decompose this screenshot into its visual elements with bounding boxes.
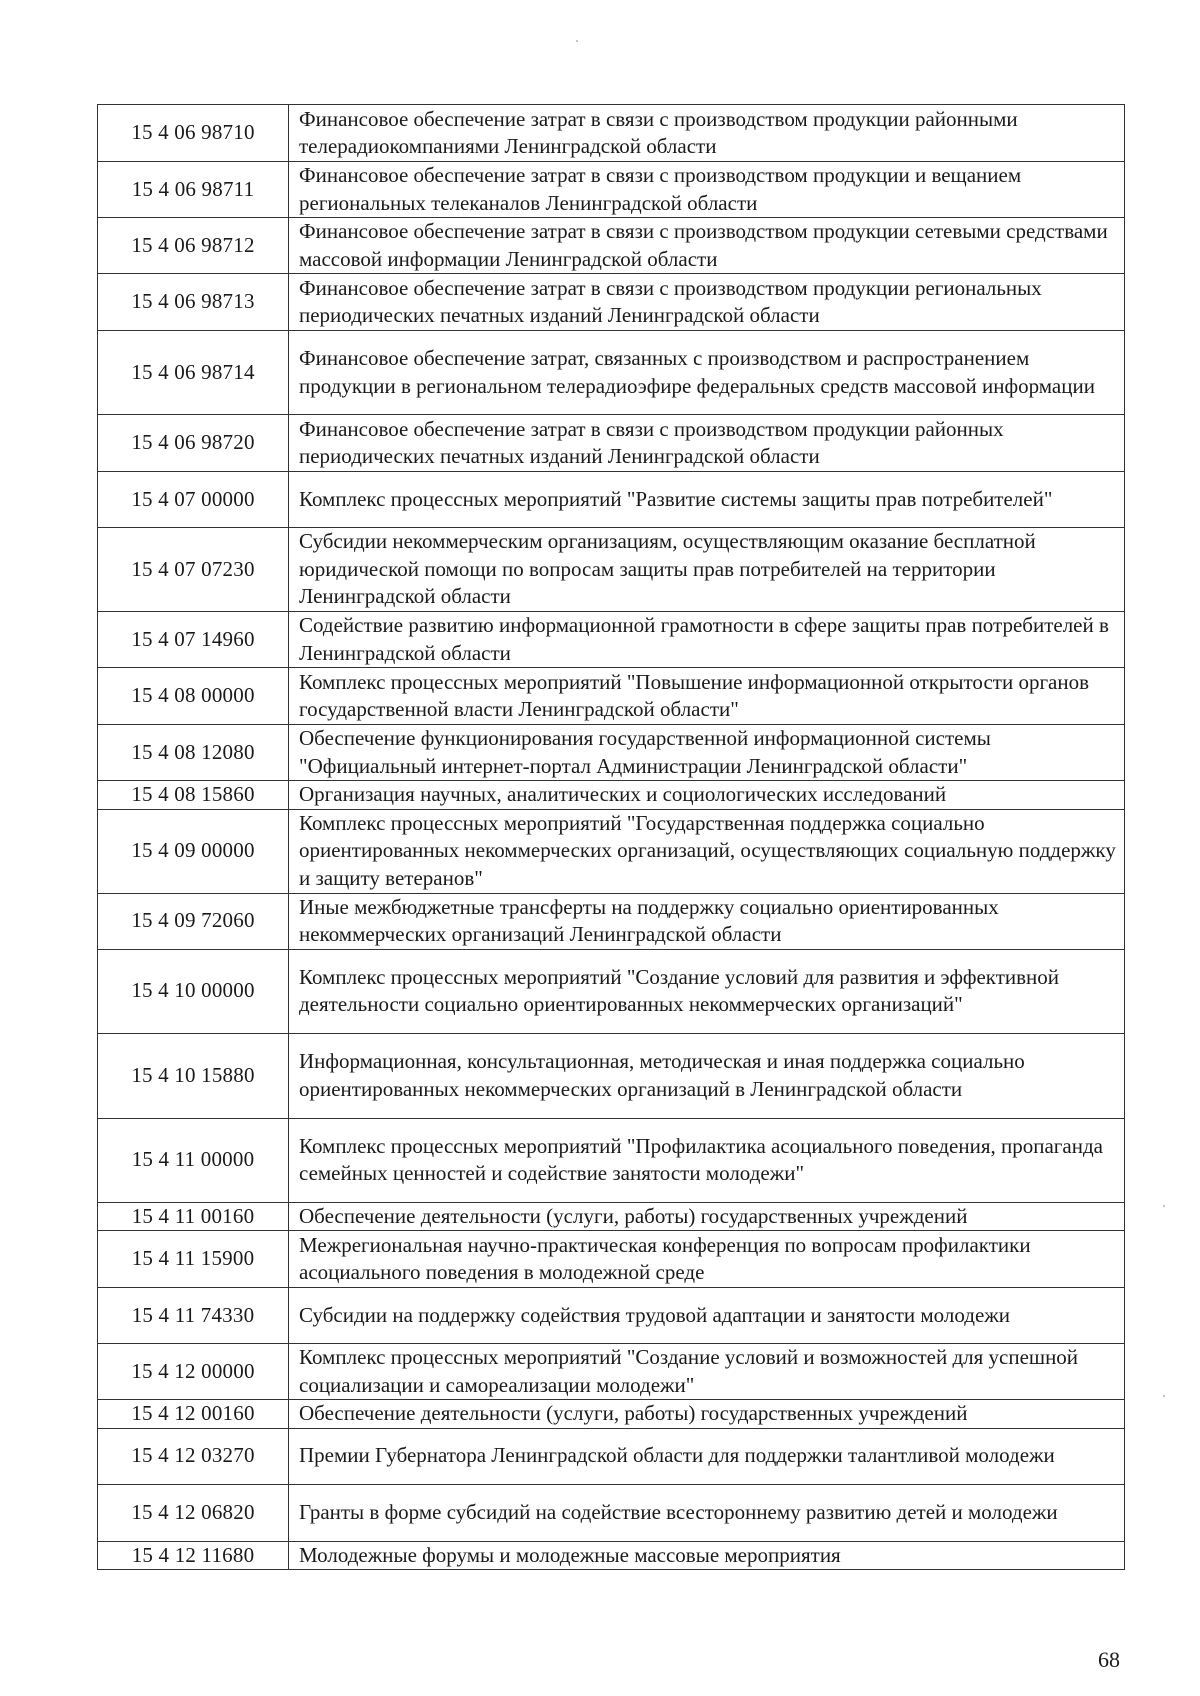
table-row — [98, 893, 1125, 949]
row-description: Организация научных, аналитических и социологических исследований — [289, 781, 1125, 810]
row-description: Содействие развитию информационной грамотности в сфере защиты прав потребителей в Ленинградской области — [289, 612, 1125, 668]
table-row — [98, 1118, 1125, 1202]
table-row — [98, 274, 1125, 331]
scan-speck — [576, 40, 578, 42]
table-row — [98, 1400, 1125, 1429]
row-description: Обеспечение деятельности (услуги, работы) государственных учреждений — [289, 1202, 1125, 1231]
table-row — [98, 1288, 1125, 1344]
row-description: Гранты в форме субсидий на содействие всестороннему развитию детей и молодежи — [289, 1484, 1125, 1541]
row-code: 15 4 12 11680 — [98, 1541, 289, 1570]
table-row — [98, 1033, 1125, 1118]
row-code: 15 4 06 98714 — [98, 331, 289, 415]
row-description: Комплекс процессных мероприятий "Профилактика асоциального поведения, пропаганда семейных ценностей и содействие занятости молодежи" — [289, 1118, 1125, 1202]
row-description: Комплекс процессных мероприятий "Создание условий и возможностей для успешной социализации и самореализации молодежи" — [289, 1344, 1125, 1400]
row-description: Финансовое обеспечение затрат в связи с производством продукции региональных периодических печатных изданий Ленинградской области — [289, 274, 1125, 331]
budget-code-table-body — [98, 105, 1125, 1570]
row-code: 15 4 06 98720 — [98, 415, 289, 472]
row-description: Финансовое обеспечение затрат, связанных с производством и распространением продукции в региональном телерадиоэфире федеральных средств массовой информации — [289, 331, 1125, 415]
table-row — [98, 162, 1125, 218]
table-row — [98, 725, 1125, 781]
row-description: Комплекс процессных мероприятий "Повышение информационной открытости органов государственной власти Ленинградской области" — [289, 668, 1125, 725]
table-row — [98, 1202, 1125, 1231]
row-code: 15 4 12 03270 — [98, 1428, 289, 1484]
table-row — [98, 1428, 1125, 1484]
row-code: 15 4 09 00000 — [98, 809, 289, 893]
row-code: 15 4 11 15900 — [98, 1231, 289, 1288]
table-row — [98, 1344, 1125, 1400]
table-row — [98, 781, 1125, 810]
row-description: Финансовое обеспечение затрат в связи с производством продукции и вещанием региональных телеканалов Ленинградской области — [289, 162, 1125, 218]
table-row — [98, 472, 1125, 528]
table-row — [98, 1484, 1125, 1541]
table-row — [98, 415, 1125, 472]
row-description: Финансовое обеспечение затрат в связи с производством продукции районных периодических печатных изданий Ленинградской области — [289, 415, 1125, 472]
row-description: Иные межбюджетные трансферты на поддержку социально ориентированных некоммерческих организаций Ленинградской области — [289, 893, 1125, 949]
table-row — [98, 612, 1125, 668]
row-description: Комплекс процессных мероприятий "Создание условий для развития и эффективной деятельности социально ориентированных некоммерческих организаций" — [289, 949, 1125, 1033]
scan-speck — [1163, 1395, 1165, 1397]
row-code: 15 4 10 00000 — [98, 949, 289, 1033]
row-description: Информационная, консультационная, методическая и иная поддержка социально ориентированных некоммерческих организаций в Ленинградской области — [289, 1033, 1125, 1118]
row-code: 15 4 12 00000 — [98, 1344, 289, 1400]
row-code: 15 4 06 98711 — [98, 162, 289, 218]
row-description: Финансовое обеспечение затрат в связи с производством продукции районными телерадиокомпаниями Ленинградской области — [289, 105, 1125, 162]
row-code: 15 4 10 15880 — [98, 1033, 289, 1118]
row-code: 15 4 11 00000 — [98, 1118, 289, 1202]
row-description: Субсидии на поддержку содействия трудовой адаптации и занятости молодежи — [289, 1288, 1125, 1344]
row-code: 15 4 06 98710 — [98, 105, 289, 162]
row-description: Молодежные форумы и молодежные массовые мероприятия — [289, 1541, 1125, 1570]
row-code: 15 4 06 98712 — [98, 218, 289, 274]
table-row — [98, 1541, 1125, 1570]
row-code: 15 4 07 14960 — [98, 612, 289, 668]
row-code: 15 4 08 15860 — [98, 781, 289, 810]
table-row — [98, 668, 1125, 725]
row-code: 15 4 11 00160 — [98, 1202, 289, 1231]
scan-speck — [1163, 1205, 1165, 1207]
row-code: 15 4 12 00160 — [98, 1400, 289, 1429]
row-description: Финансовое обеспечение затрат в связи с производством продукции сетевыми средствами массовой информации Ленинградской области — [289, 218, 1125, 274]
row-description: Комплекс процессных мероприятий "Развитие системы защиты прав потребителей" — [289, 472, 1125, 528]
row-description: Комплекс процессных мероприятий "Государственная поддержка социально ориентированных некоммерческих организаций, осуществляющих социальную поддержку и защиту ветеранов" — [289, 809, 1125, 893]
budget-code-table — [97, 104, 1125, 1570]
table-row — [98, 105, 1125, 162]
table-row — [98, 1231, 1125, 1288]
row-code: 15 4 07 00000 — [98, 472, 289, 528]
row-code: 15 4 08 00000 — [98, 668, 289, 725]
table-row — [98, 809, 1125, 893]
row-description: Обеспечение деятельности (услуги, работы) государственных учреждений — [289, 1400, 1125, 1429]
row-description: Обеспечение функционирования государственной информационной системы "Официальный интернет-портал Администрации Ленинградской области" — [289, 725, 1125, 781]
row-code: 15 4 07 07230 — [98, 528, 289, 612]
row-code: 15 4 06 98713 — [98, 274, 289, 331]
row-code: 15 4 11 74330 — [98, 1288, 289, 1344]
row-code: 15 4 08 12080 — [98, 725, 289, 781]
row-description: Премии Губернатора Ленинградской области для поддержки талантливой молодежи — [289, 1428, 1125, 1484]
table-row — [98, 528, 1125, 612]
table-row — [98, 949, 1125, 1033]
row-code: 15 4 12 06820 — [98, 1484, 289, 1541]
table-row — [98, 218, 1125, 274]
page-number: 68 — [1098, 1647, 1120, 1672]
row-description: Субсидии некоммерческим организациям, осуществляющим оказание бесплатной юридической помощи по вопросам защиты прав потребителей на территории Ленинградской области — [289, 528, 1125, 612]
row-description: Межрегиональная научно-практическая конференция по вопросам профилактики асоциального поведения в молодежной среде — [289, 1231, 1125, 1288]
row-code: 15 4 09 72060 — [98, 893, 289, 949]
table-row — [98, 331, 1125, 415]
